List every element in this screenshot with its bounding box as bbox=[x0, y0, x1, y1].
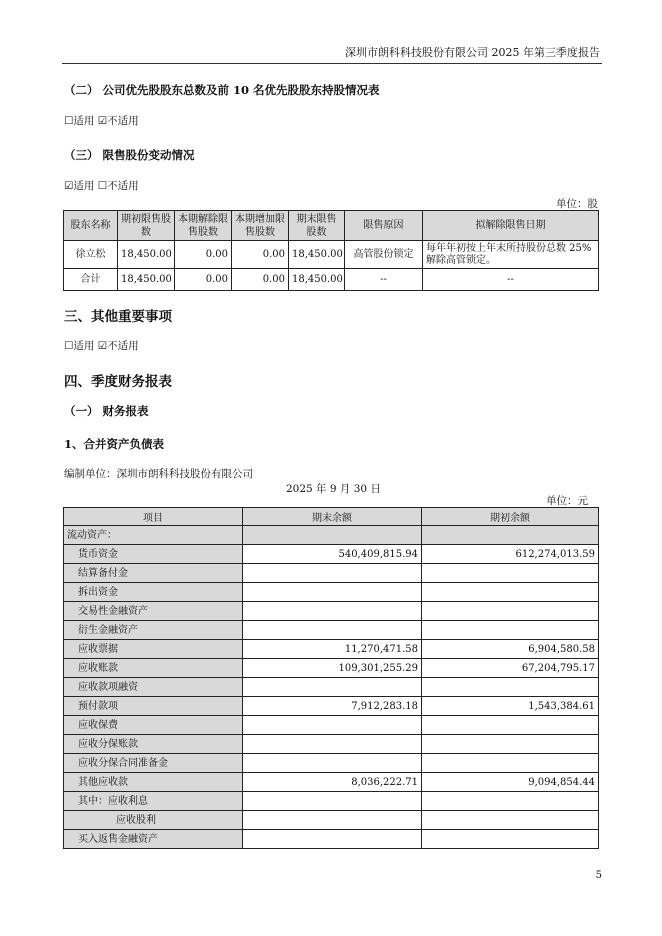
col-header: 拟解除限售日期 bbox=[423, 211, 599, 241]
restricted-unit-label: 单位：股 bbox=[556, 198, 598, 210]
row-end-balance: 11,270,471.58 bbox=[243, 640, 422, 659]
row-end-balance bbox=[243, 526, 422, 545]
row-item-label: 拆出资金 bbox=[64, 583, 243, 602]
row-begin-balance bbox=[422, 830, 599, 849]
row-end-balance: 8,036,222.71 bbox=[243, 773, 422, 792]
col-header: 期初余额 bbox=[422, 508, 599, 526]
row-item-label: 应收分保合同准备金 bbox=[64, 754, 243, 773]
row-item-label: 交易性金融资产 bbox=[64, 602, 243, 621]
table-cell: -- bbox=[423, 269, 599, 291]
col-header: 限售原因 bbox=[345, 211, 423, 241]
section-financial-statements-title: 四、季度财务报表 bbox=[64, 374, 172, 390]
preferred-applicable-status: ☐适用 ☑不适用 bbox=[64, 115, 139, 127]
row-begin-balance: 1,543,384.61 bbox=[422, 697, 599, 716]
table-row bbox=[64, 545, 599, 564]
row-item-label: 应收票据 bbox=[64, 640, 243, 659]
row-end-balance bbox=[243, 811, 422, 830]
table-row bbox=[64, 526, 599, 545]
row-begin-balance bbox=[422, 735, 599, 754]
table-row bbox=[64, 659, 599, 678]
row-begin-balance bbox=[422, 754, 599, 773]
table-cell: 18,450.00 bbox=[289, 241, 345, 269]
row-begin-balance bbox=[422, 792, 599, 811]
table-cell: 18,450.00 bbox=[118, 269, 175, 291]
table-row bbox=[64, 241, 599, 269]
col-header: 期末余额 bbox=[243, 508, 422, 526]
table-row bbox=[64, 754, 599, 773]
row-end-balance bbox=[243, 735, 422, 754]
col-header: 期初限售股数 bbox=[118, 211, 175, 241]
row-begin-balance bbox=[422, 526, 599, 545]
row-item-label: 衍生金融资产 bbox=[64, 621, 243, 640]
restricted-shares-table bbox=[63, 210, 599, 291]
col-header: 期末限售股数 bbox=[289, 211, 345, 241]
col-header: 本期增加限售股数 bbox=[232, 211, 289, 241]
table-cell: 0.00 bbox=[175, 269, 232, 291]
row-item-label: 结算备付金 bbox=[64, 564, 243, 583]
page-number: 5 bbox=[595, 870, 602, 881]
row-end-balance bbox=[243, 716, 422, 735]
row-end-balance bbox=[243, 564, 422, 583]
table-row bbox=[64, 697, 599, 716]
col-header: 项目 bbox=[64, 508, 243, 526]
row-begin-balance bbox=[422, 811, 599, 830]
row-end-balance bbox=[243, 678, 422, 697]
table-cell: 合计 bbox=[64, 269, 118, 291]
table-header-row bbox=[64, 508, 599, 526]
row-item-label: 应收股利 bbox=[64, 811, 243, 830]
table-cell: 高管股份锁定 bbox=[345, 241, 423, 269]
row-begin-balance bbox=[422, 678, 599, 697]
row-item-label: 买入返售金融资产 bbox=[64, 830, 243, 849]
table-cell: -- bbox=[345, 269, 423, 291]
section-restricted-shares-title: （三） 限售股份变动情况 bbox=[64, 148, 195, 162]
col-header: 本期解除限售股数 bbox=[175, 211, 232, 241]
table-row bbox=[64, 792, 599, 811]
row-begin-balance: 67,204,795.17 bbox=[422, 659, 599, 678]
row-end-balance bbox=[243, 602, 422, 621]
table-row bbox=[64, 269, 599, 291]
row-begin-balance bbox=[422, 621, 599, 640]
row-end-balance bbox=[243, 754, 422, 773]
row-item-label: 应收分保账款 bbox=[64, 735, 243, 754]
table-header-row bbox=[64, 211, 599, 241]
compiler-label: 编制单位：深圳市朗科科技股份有限公司 bbox=[64, 468, 253, 480]
row-item-label: 应收款项融资 bbox=[64, 678, 243, 697]
table-row bbox=[64, 811, 599, 830]
section-preferred-shares-title: （二） 公司优先股股东总数及前 10 名优先股股东持股情况表 bbox=[64, 83, 380, 97]
row-item-label: 流动资产： bbox=[64, 526, 243, 545]
row-item-label: 应收保费 bbox=[64, 716, 243, 735]
row-end-balance: 7,912,283.18 bbox=[243, 697, 422, 716]
row-begin-balance: 9,094,854.44 bbox=[422, 773, 599, 792]
row-end-balance bbox=[243, 621, 422, 640]
row-end-balance: 109,301,255.29 bbox=[243, 659, 422, 678]
row-item-label: 应收账款 bbox=[64, 659, 243, 678]
table-row bbox=[64, 602, 599, 621]
row-begin-balance bbox=[422, 716, 599, 735]
other-applicable-status: ☐适用 ☑不适用 bbox=[64, 340, 139, 352]
table-row bbox=[64, 830, 599, 849]
row-item-label: 货币资金 bbox=[64, 545, 243, 564]
table-cell: 每年年初按上年末所持股份总数 25%解除高管锁定。 bbox=[423, 241, 599, 269]
row-end-balance bbox=[243, 830, 422, 849]
row-end-balance bbox=[243, 583, 422, 602]
table-row bbox=[64, 583, 599, 602]
row-item-label: 其中：应收利息 bbox=[64, 792, 243, 811]
table-row bbox=[64, 773, 599, 792]
row-begin-balance bbox=[422, 602, 599, 621]
table-cell: 18,450.00 bbox=[118, 241, 175, 269]
subsection-financial-statements: （一） 财务报表 bbox=[64, 404, 149, 418]
balance-unit-label: 单位：元 bbox=[546, 495, 588, 507]
report-header-title: 深圳市朗科科技股份有限公司 2025 年第三季度报告 bbox=[345, 46, 600, 59]
table-row bbox=[64, 640, 599, 659]
row-item-label: 预付款项 bbox=[64, 697, 243, 716]
header-divider bbox=[62, 63, 602, 64]
table-row bbox=[64, 716, 599, 735]
table-cell: 0.00 bbox=[175, 241, 232, 269]
balance-date: 2025 年 9 月 30 日 bbox=[286, 483, 381, 495]
section-other-matters-title: 三、其他重要事项 bbox=[64, 309, 172, 325]
row-item-label: 其他应收款 bbox=[64, 773, 243, 792]
table-cell: 18,450.00 bbox=[289, 269, 345, 291]
table-cell: 徐立松 bbox=[64, 241, 118, 269]
table-row bbox=[64, 564, 599, 583]
col-header: 股东名称 bbox=[64, 211, 118, 241]
row-end-balance bbox=[243, 792, 422, 811]
balance-sheet-table bbox=[63, 507, 599, 849]
table-row bbox=[64, 735, 599, 754]
row-begin-balance bbox=[422, 564, 599, 583]
restricted-applicable-status: ☑适用 ☐不适用 bbox=[64, 180, 139, 192]
row-begin-balance: 612,274,013.59 bbox=[422, 545, 599, 564]
table-cell: 0.00 bbox=[232, 241, 289, 269]
balance-sheet-heading: 1、合并资产负债表 bbox=[64, 437, 165, 451]
row-end-balance: 540,409,815.94 bbox=[243, 545, 422, 564]
table-row bbox=[64, 678, 599, 697]
row-begin-balance: 6,904,580.58 bbox=[422, 640, 599, 659]
table-cell: 0.00 bbox=[232, 269, 289, 291]
table-row bbox=[64, 621, 599, 640]
row-begin-balance bbox=[422, 583, 599, 602]
